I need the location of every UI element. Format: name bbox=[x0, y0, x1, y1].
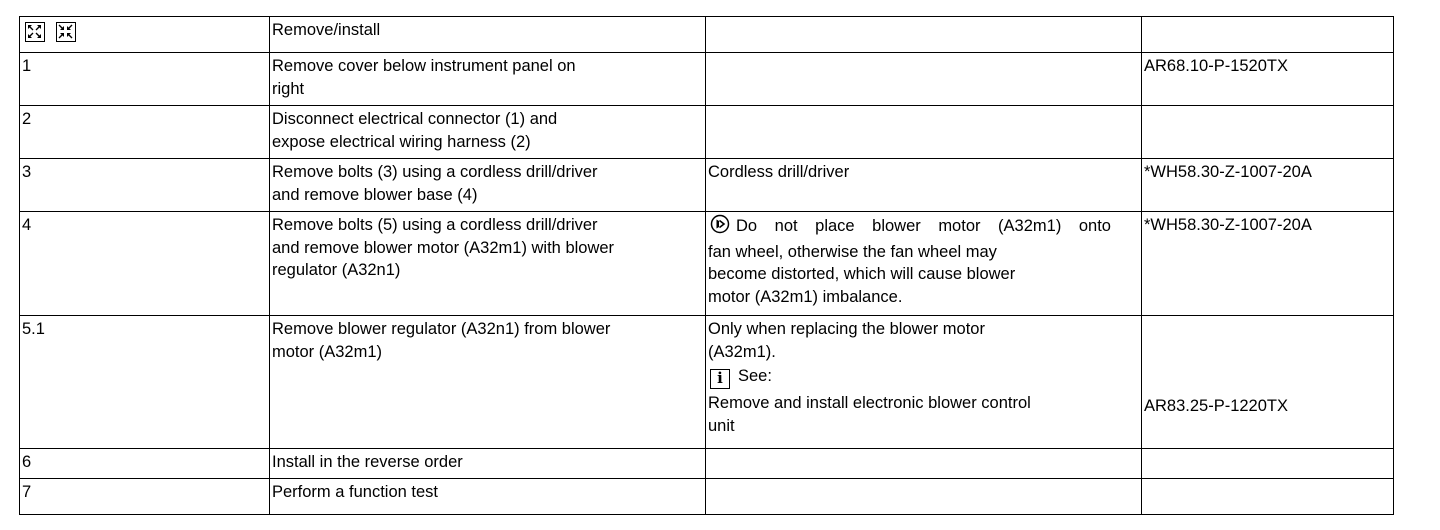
step-action: Remove blower regulator (A32n1) from blower motor (A32m1) bbox=[270, 316, 706, 449]
reference-link[interactable]: AR68.10-P-1520TX bbox=[1142, 53, 1394, 106]
collapse-all-icon[interactable] bbox=[56, 22, 76, 42]
step-action: Perform a function test bbox=[270, 479, 706, 515]
reference-link[interactable]: *WH58.30-Z-1007-20A bbox=[1142, 159, 1394, 212]
step-number: 1 bbox=[20, 53, 270, 106]
see-label: See: bbox=[738, 367, 772, 385]
step-action: Remove cover below instrument panel on right bbox=[270, 53, 706, 106]
reference-link[interactable] bbox=[1142, 106, 1394, 159]
header-notes bbox=[706, 17, 1142, 53]
step-number: 4 bbox=[20, 212, 270, 316]
step-note: Do not place blower motor (A32m1) onto fan wheel, otherwise the fan wheel may become distorted, which will cause blower motor (A32m1) imbalance. bbox=[706, 212, 1142, 316]
reference-link bbox=[1142, 479, 1394, 515]
step-action: Disconnect electrical connector (1) and expose electrical wiring harness (2) bbox=[270, 106, 706, 159]
table-row bbox=[20, 159, 1394, 212]
step-number: 3 bbox=[20, 159, 270, 212]
header-references bbox=[1142, 17, 1394, 53]
reference-link[interactable]: AR83.25-P-1220TX bbox=[1144, 397, 1288, 415]
step-note bbox=[706, 479, 1142, 515]
step-note[interactable]: Cordless drill/driver bbox=[706, 159, 1142, 212]
step-action: Remove bolts (5) using a cordless drill/driver and remove blower motor (A32m1) with blower regulator (A32n1) bbox=[270, 212, 706, 316]
warning-text-line: Do not place blower motor (A32m1) onto bbox=[736, 217, 1111, 235]
step-number: 5.1 bbox=[20, 316, 270, 449]
step-number: 2 bbox=[20, 106, 270, 159]
step-note: Only when replacing the blower motor (A32m1). i See: Remove and install electronic blower control unit bbox=[706, 316, 1142, 449]
step-number: 7 bbox=[20, 479, 270, 515]
step-note bbox=[706, 449, 1142, 479]
table-row bbox=[20, 53, 1394, 106]
reference-link-cell bbox=[1142, 316, 1394, 449]
warning-icon bbox=[710, 214, 730, 241]
step-number: 6 bbox=[20, 449, 270, 479]
procedure-table bbox=[19, 16, 1394, 515]
table-row bbox=[20, 316, 1394, 449]
step-note bbox=[706, 53, 1142, 106]
table-row bbox=[20, 212, 1394, 316]
table-header-row bbox=[20, 17, 1394, 53]
header-icons-cell bbox=[20, 17, 270, 53]
step-action: Install in the reverse order bbox=[270, 449, 706, 479]
table-row bbox=[20, 449, 1394, 479]
table-row bbox=[20, 479, 1394, 515]
see-link[interactable]: Remove and install electronic blower control bbox=[708, 394, 1031, 412]
table-row bbox=[20, 106, 1394, 159]
step-action: Remove bolts (3) using a cordless drill/driver and remove blower base (4) bbox=[270, 159, 706, 212]
reference-link[interactable]: *WH58.30-Z-1007-20A bbox=[1142, 212, 1394, 316]
header-remove-install: Remove/install bbox=[270, 17, 706, 53]
reference-link bbox=[1142, 449, 1394, 479]
expand-all-icon[interactable] bbox=[25, 22, 45, 42]
info-icon: i bbox=[710, 369, 730, 389]
step-note bbox=[706, 106, 1142, 159]
